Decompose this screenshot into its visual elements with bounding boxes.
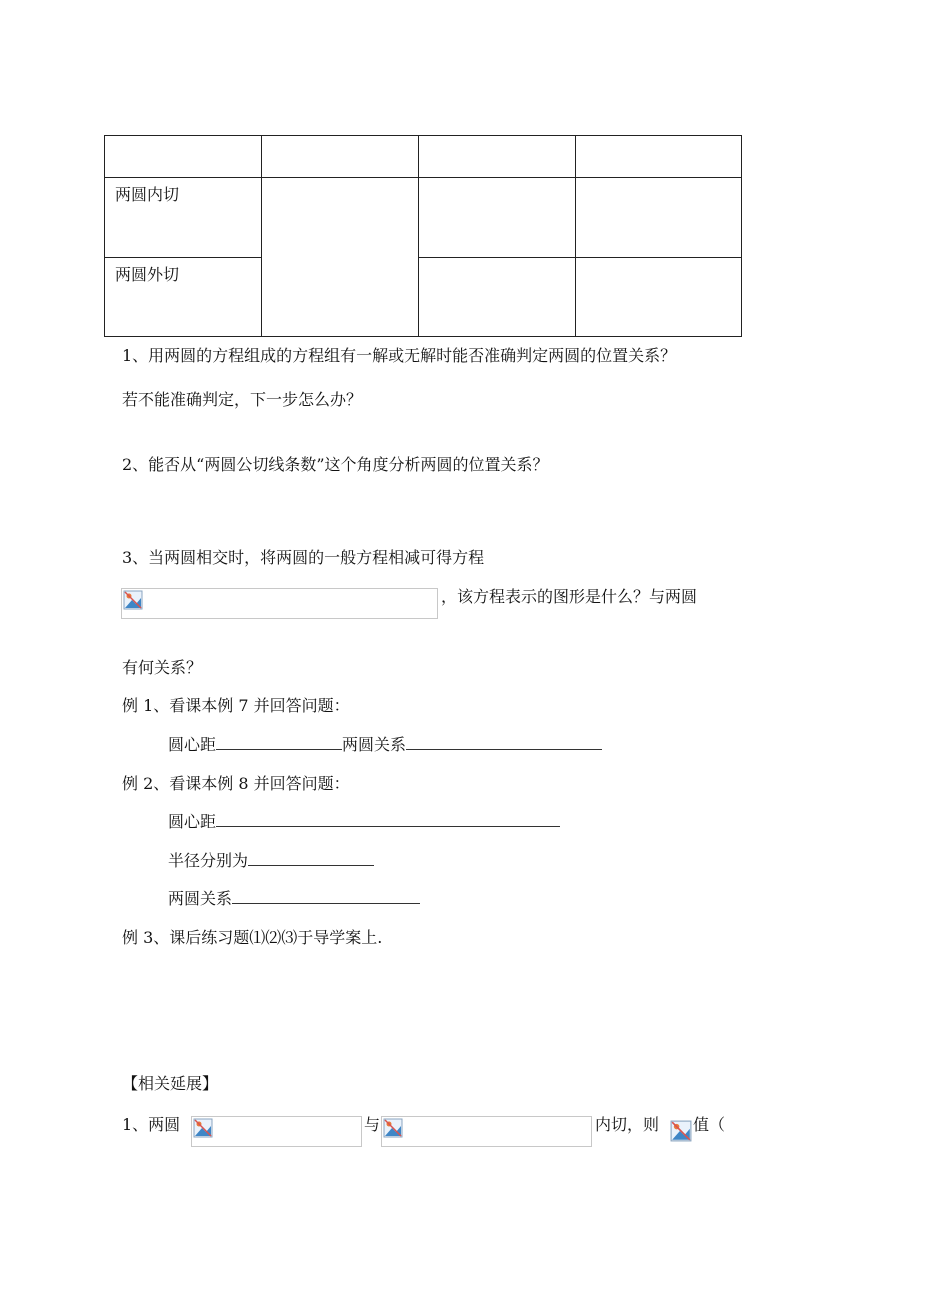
- broken-image-icon: [670, 1120, 692, 1142]
- comparison-table: [104, 135, 742, 337]
- table-header-cell: [105, 136, 262, 178]
- question-2: 2、能否从“两圆公切线条数”这个角度分析两圆的位置关系？: [122, 455, 549, 474]
- circle-equation-1-placeholder: [191, 1116, 362, 1147]
- table-row: [105, 178, 742, 258]
- question-1-line-1: 1、用两圆的方程组成的方程组有一解或无解时能否准确判定两圆的位置关系？: [122, 346, 677, 365]
- table-cell: [576, 178, 742, 258]
- extension-heading: 【相关延展】: [122, 1074, 219, 1093]
- table-cell-merged: [262, 178, 419, 337]
- center-distance-label: 圆心距: [168, 812, 217, 831]
- table-header-cell: [262, 136, 419, 178]
- example-1-title: 例 1、看课本例 7 并回答问题：: [122, 696, 350, 715]
- extension-suffix: 内切，则: [595, 1115, 660, 1134]
- row-label-external-tangent: 两圆外切: [105, 258, 262, 337]
- question-3-line-1: 3、当两圆相交时，将两圆的一般方程相减可得方程: [122, 548, 485, 567]
- example-2-relation: [168, 886, 420, 909]
- example-3: 例 3、课后练习题⑴⑵⑶于导学案上.: [122, 928, 383, 947]
- circle-relation-blank[interactable]: [232, 887, 420, 904]
- circle-relation-blank[interactable]: [406, 733, 602, 750]
- example-1-answers: [168, 732, 602, 755]
- broken-image-icon: [383, 1118, 403, 1138]
- example-2-radius: [168, 848, 374, 871]
- table-cell: [576, 258, 742, 337]
- table-cell: [419, 258, 576, 337]
- row-label-internal-tangent: 两圆内切: [105, 178, 262, 258]
- example-2-title: 例 2、看课本例 8 并回答问题：: [122, 774, 350, 793]
- broken-image-icon: [193, 1118, 213, 1138]
- extension-end: 值（: [693, 1115, 726, 1134]
- circle-equation-2-placeholder: [381, 1116, 592, 1147]
- circle-relation-label: 两圆关系: [342, 735, 407, 754]
- table-header-row: [105, 136, 742, 178]
- center-distance-label: 圆心距: [168, 735, 217, 754]
- center-distance-blank[interactable]: [216, 810, 560, 827]
- broken-image-icon: [123, 590, 143, 610]
- circle-relation-label: 两圆关系: [168, 889, 233, 908]
- table-cell: [419, 178, 576, 258]
- extension-problem-1-prefix: 1、两圆: [122, 1115, 181, 1134]
- equation-image-placeholder: [121, 588, 438, 619]
- radius-label: 半径分别为: [168, 851, 249, 870]
- question-1-line-2: 若不能准确判定，下一步怎么办？: [122, 390, 363, 409]
- table-header-cell: [419, 136, 576, 178]
- example-2-distance: [168, 809, 560, 832]
- question-3-line-3: 有何关系？: [122, 658, 203, 677]
- center-distance-blank[interactable]: [216, 733, 342, 750]
- extension-and: 与: [364, 1115, 381, 1134]
- question-3-line-2: ，该方程表示的图形是什么？与两圆: [441, 587, 698, 606]
- table-row: [105, 258, 742, 337]
- radius-blank[interactable]: [248, 849, 374, 866]
- table-header-cell: [576, 136, 742, 178]
